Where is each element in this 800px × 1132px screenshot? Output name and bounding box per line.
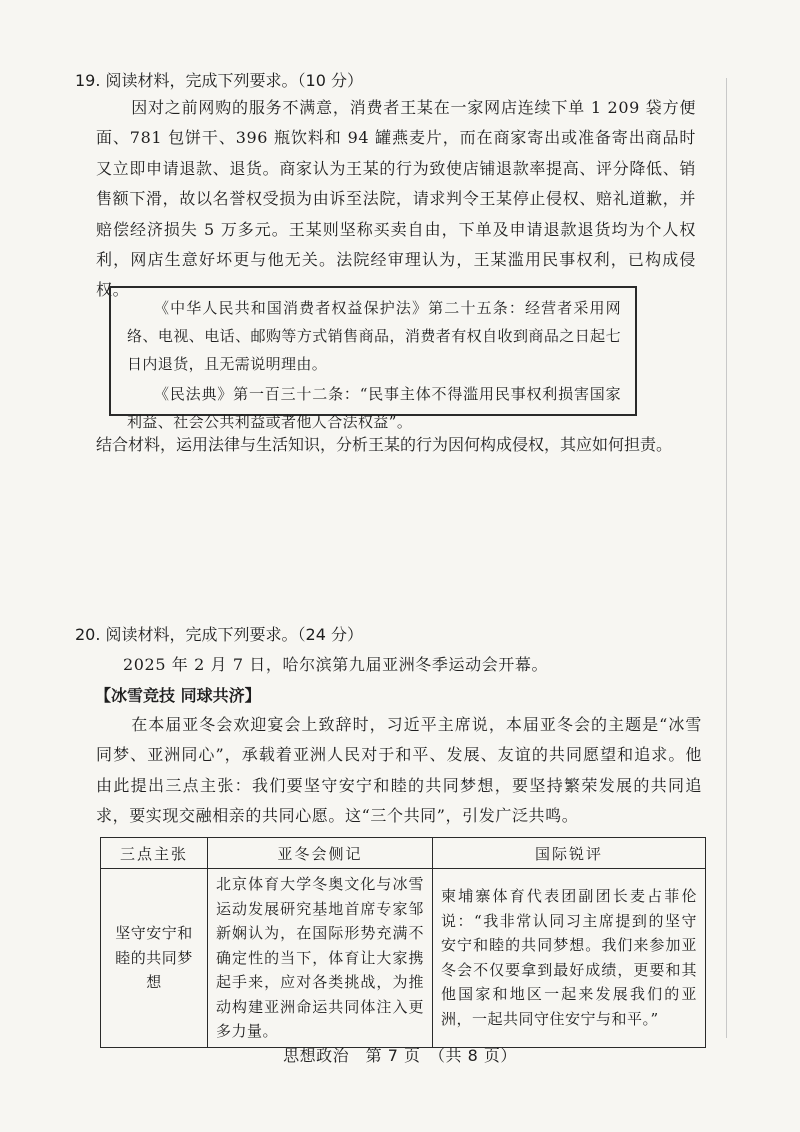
page-margin-line <box>726 78 727 1038</box>
question-20-heading: 20. 阅读材料，完成下列要求。（24 分） <box>75 625 363 644</box>
table-cell-claim: 坚守安宁和睦的共同梦想 <box>101 869 208 1048</box>
section-title: 【冰雪竞技 同球共济】 <box>95 686 261 705</box>
table-header-row <box>101 838 706 869</box>
opinions-table <box>100 837 706 1048</box>
table-cell-comment: 柬埔寨体育代表团副团长麦占菲伦说：“我非常认同习主席提到的坚守安宁和睦的共同梦想。我们来参加亚冬会不仅要拿到最好成绩，更要和其他国家和地区一起来发展我们的亚洲，一起共同守住安宁与和平。” <box>433 869 706 1048</box>
table-header: 国际锐评 <box>433 838 706 869</box>
table-header: 亚冬会侧记 <box>208 838 433 869</box>
page-footer: 思想政治 第 7 页 （共 8 页） <box>283 1046 517 1065</box>
table-cell-sidelight: 北京体育大学冬奥文化与冰雪运动发展研究基地首席专家邹新娴认为，在国际形势充满不确定性的当下，体育让大家携起手来，应对各类挑战，为推动构建亚洲命运共同体注入更多力量。 <box>208 869 433 1048</box>
table-header: 三点主张 <box>101 838 208 869</box>
question-20-date-line: 2025 年 2 月 7 日，哈尔滨第九届亚洲冬季运动会开幕。 <box>123 655 549 674</box>
question-20-material: 在本届亚冬会欢迎宴会上致辞时，习近平主席说，本届亚冬会的主题是“冰雪同梦、亚洲同心”，承载着亚洲人民对于和平、发展、友谊的共同愿望和追求。他由此提出三点主张：我们要坚守安宁和睦的共同梦想，要坚持繁荣发展的共同追求，要实现交融相亲的共同心愿。这“三个共同”，引发广泛共鸣。 <box>96 715 702 826</box>
law-excerpt-box <box>109 286 637 431</box>
civil-code-clause: 《民法典》第一百三十二条：“民事主体不得滥用民事权利损害国家利益、社会公共利益或者他人合法权益”。 <box>127 385 621 431</box>
table-row <box>101 869 706 1048</box>
question-19-heading: 19. 阅读材料，完成下列要求。（10 分） <box>75 71 363 90</box>
consumer-protection-law-clause: 《中华人民共和国消费者权益保护法》第二十五条：经营者采用网络、电视、电话、邮购等方式销售商品，消费者有权自收到商品之日起七日内退货，且无需说明理由。 <box>127 299 621 373</box>
question-19-task: 结合材料，运用法律与生活知识，分析王某的行为因何构成侵权，其应如何担责。 <box>96 435 673 454</box>
question-19-material: 因对之前网购的服务不满意，消费者王某在一家网店连续下单 1 209 袋方便面、781 包饼干、396 瓶饮料和 94 罐燕麦片，而在商家寄出或准备寄出商品时又立即申请退款、退货。商家认为王某的行为致使店铺退款率提高、评分降低、销售额下滑，故以名誉权受损为由诉至法院，请求判令王某停止侵权、赔礼道歉，并赔偿经济损失 5 万多元。王某则坚称买卖自由，下单及申请退款退货均为个人权利，网店生意好坏更与他无关。法院经审理认为，王某滥用民事权利，已构成侵权。 <box>96 98 696 300</box>
